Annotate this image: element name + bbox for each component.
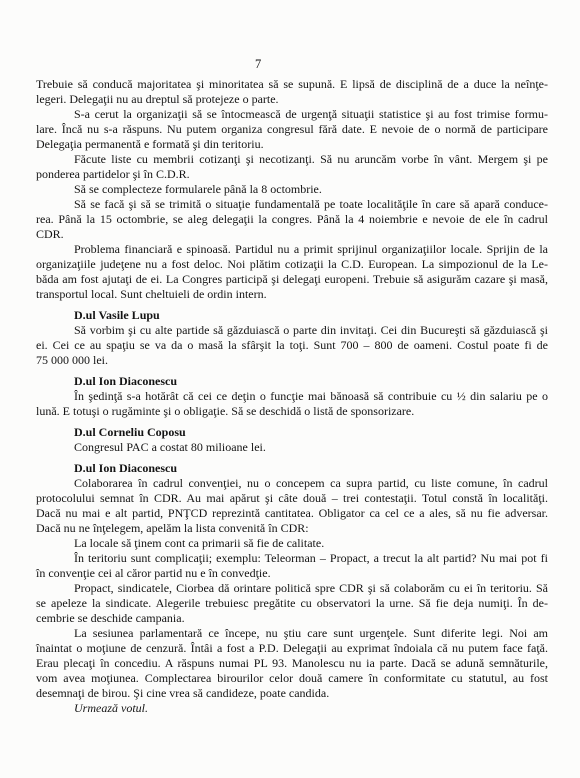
text-line: cembrie se deschide campania. xyxy=(36,611,185,625)
paragraph xyxy=(36,107,548,152)
text-line: vom avea moţiunea. Complectarea birourilor celor două camere în conformitate cu statutul, au fost xyxy=(36,671,548,685)
text-line: Propact, sindicatele, Ciorbea dă orintare politică spre CDR şi să colaborăm cu ei în teritoriu. Să xyxy=(74,581,548,595)
text-line: lare. Încă nu s-a răspuns. Nu putem organiza congresul fără date. E nevoie de o normă de participare xyxy=(36,122,548,136)
text-line: Dacă nu mai e alt partid, PNŢCD reprezintă cantitatea. Obligator ca cel ce a ales, să nu fie adversar. xyxy=(36,506,548,520)
speaker-name: D.ul Vasile Lupu xyxy=(74,308,160,322)
text-line: ponderea partidelor şi în C.D.R. xyxy=(36,167,190,181)
text-line: protocolului semnat în CDR. Au mai apărut şi câte două – trei contestaţii. Totul constă în localităţi. xyxy=(36,491,548,505)
text-line: Să se complecteze formularele până la 8 octombrie. xyxy=(74,182,322,196)
text-line: Dacă nu ne înţelegem, apelăm la lista convenită în CDR: xyxy=(36,521,309,535)
paragraph xyxy=(36,182,548,197)
text-line: Erau plecaţi în concediu. A răspuns numai PL 93. Manolescu nu ia parte. Dacă se adună semnăturile, xyxy=(36,656,548,670)
text-line: Problema financiară e spinoasă. Partidul nu a primit sprijinul organizaţiilor locale. Sprijin de la xyxy=(74,242,548,256)
paragraph xyxy=(36,242,548,302)
speaker-section xyxy=(36,461,548,716)
text-line: S-a cerut la organizaţii să se întocmească de urgenţă situaţii statistice şi au fost trimise formu- xyxy=(74,107,548,121)
speaker-name: D.ul Ion Diaconescu xyxy=(74,461,178,475)
text-line: se apeleze la sindicate. Alegerile trebuiesc pregătite cu observatori la urne. Să fie deja numiţi. În de- xyxy=(36,596,548,610)
speaker-section xyxy=(36,374,548,419)
text-line: rea. Până la 15 octombrie, se aleg delegaţii la congres. Până la 4 noiembrie e nevoie de ele în cadrul xyxy=(36,212,548,226)
text-line: La sesiunea parlamentară ce începe, nu ştiu care sunt urgenţele. Sunt diferite legi. Noi am xyxy=(74,626,548,640)
closing-note xyxy=(36,701,548,716)
text-line: Făcute liste cu membrii cotizanţi şi necotizanţi. Să nu aruncăm vorbe în vânt. Mergem şi pe xyxy=(74,152,548,166)
text-line: Delegaţia permanentă e formată şi din teritoriu. xyxy=(36,137,264,151)
paragraph xyxy=(36,581,548,626)
paragraph xyxy=(36,77,548,107)
paragraph xyxy=(36,197,548,242)
text-line: desemnaţi de birou. Şi cine vrea să candideze, poate candida. xyxy=(36,686,330,700)
paragraph xyxy=(36,152,548,182)
text-line: Urmează votul. xyxy=(74,701,148,715)
text-line: lună. E totuşi o rugăminte şi o obligaţie. Să se deschidă o listă de sponsorizare. xyxy=(36,404,415,418)
text-line: Trebuie să conducă majoritatea şi minoritatea să se supună. E lipsă de disciplină de a duce la neînţe- xyxy=(36,77,548,91)
text-line: CDR. xyxy=(36,227,64,241)
text-line: legeri. Delegaţii nu au dreptul să protejeze o parte. xyxy=(36,92,279,106)
text-line: În şedinţă s-a hotărât că cei ce deţin o funcţie mai bănoasă să contribuie cu ½ din salariu pe o xyxy=(74,389,548,403)
document-body xyxy=(36,77,548,716)
paragraph xyxy=(36,389,548,419)
text-line: ei. Cei ce au spaţiu se va da o masă la sfârşit la toţi. Sunt 700 – 800 de oameni. Costul poate fi de xyxy=(36,338,548,352)
opening-section xyxy=(36,77,548,302)
text-line: 75 000 000 lei. xyxy=(36,353,108,367)
text-line: băda am fost ajutaţi de ei. La Congres participă şi delegaţi europeni. Trebuie să asigurăm cazare şi masă, xyxy=(36,272,548,286)
text-line: Colaborarea în cadrul convenţiei, nu o concepem ca supra partid, cu liste comune, în cadrul xyxy=(74,476,548,490)
text-line: transportul local. Sunt cheltuieli de ordin intern. xyxy=(36,287,267,301)
speaker-name: D.ul Ion Diaconescu xyxy=(74,374,178,388)
speaker-section xyxy=(36,308,548,368)
text-line: În teritoriu sunt complicaţii; exemplu: Teleorman – Propact, a trecut la alt partid? Nu mai pot fi xyxy=(74,551,548,565)
paragraph xyxy=(36,476,548,536)
page-number: 7 xyxy=(255,57,262,71)
paragraph xyxy=(36,551,548,581)
paragraph xyxy=(36,536,548,551)
speaker-section xyxy=(36,425,548,455)
text-line: organizaţiile judeţene nu a fost deloc. Noi plătim cotizaţii la C.D. European. La simpozionul de la Le- xyxy=(36,257,548,271)
paragraph xyxy=(36,440,548,455)
text-line: Să vorbim şi cu alte partide să găzduiască o parte din invitaţi. Cei din Bucureşti să găzduiască şi xyxy=(74,323,548,337)
text-line: La locale să ţinem cont ca primarii să fie de calitate. xyxy=(74,536,325,550)
text-line: înaintat o moţiune de cenzură. Întâi a fost a P.D. Delegaţii au exprimat îndoiala că nu putem face faţă. xyxy=(36,641,548,655)
text-line: Congresul PAC a costat 80 milioane lei. xyxy=(74,440,266,454)
paragraph xyxy=(36,626,548,701)
speaker-name: D.ul Corneliu Coposu xyxy=(74,425,186,439)
paragraph xyxy=(36,323,548,368)
text-line: Să se facă şi să se trimită o situaţie fundamentală pe toate localităţile în care să apară conduce- xyxy=(74,197,548,211)
text-line: în convenţie cei al căror partid nu e în convedţie. xyxy=(36,566,271,580)
